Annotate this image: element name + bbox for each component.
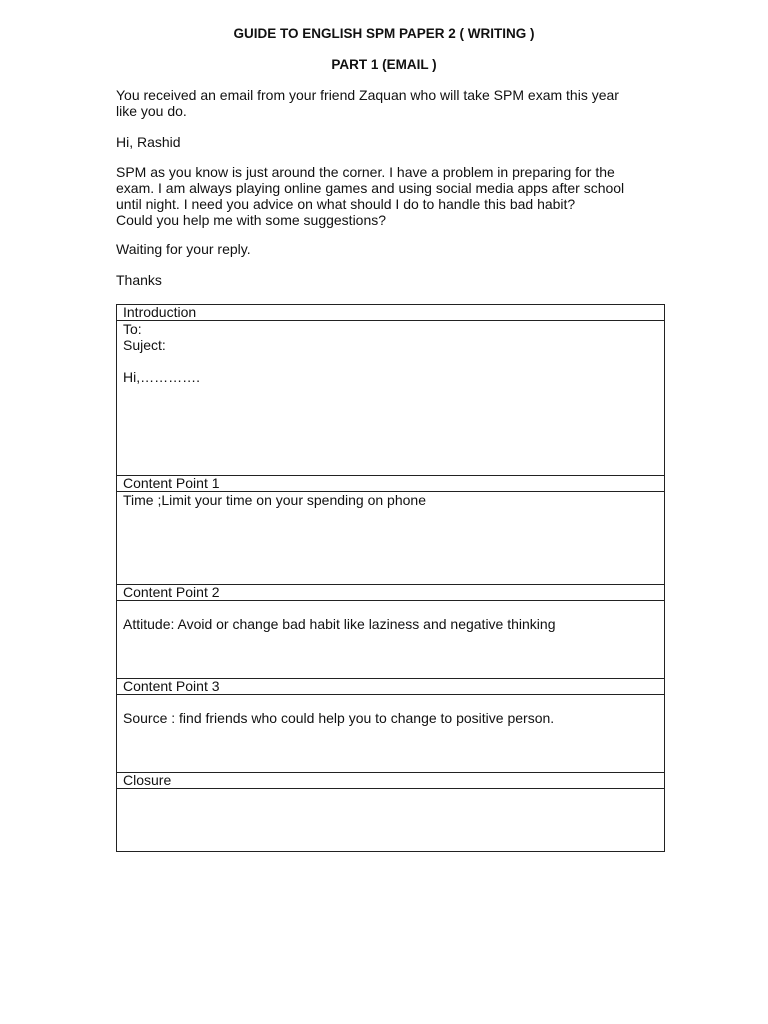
content-point-1-label: Content Point 1 — [117, 476, 664, 492]
content-point-1-cell — [117, 492, 664, 585]
content-point-2-cell — [117, 601, 664, 679]
content-point-2-label: Content Point 2 — [117, 585, 664, 601]
task-instruction — [116, 87, 656, 119]
email-signoff: Thanks — [116, 272, 162, 288]
introduction-to: To: — [123, 321, 142, 337]
email-body-line: until night. I need you advice on what should I do to handle this bad habit? — [116, 196, 576, 212]
closure-cell — [117, 789, 664, 851]
email-body-line: Could you help me with some suggestions? — [116, 212, 387, 228]
introduction-label: Introduction — [117, 305, 664, 321]
content-point-2-text: Attitude: Avoid or change bad habit like laziness and negative thinking — [123, 616, 556, 632]
introduction-blank — [123, 353, 664, 369]
content-point-3-label: Content Point 3 — [117, 679, 664, 695]
instruction-line: You received an email from your friend Zaquan who will take SPM exam this year — [116, 87, 619, 103]
introduction-cell — [117, 321, 664, 476]
document-title: GUIDE TO ENGLISH SPM PAPER 2 ( WRITING ) — [233, 26, 535, 41]
instruction-line: like you do. — [116, 103, 187, 119]
email-waiting: Waiting for your reply. — [116, 241, 251, 257]
closure-text — [123, 789, 664, 805]
introduction-subject: Suject: — [123, 337, 166, 353]
email-body — [116, 164, 656, 228]
outline-table — [116, 304, 665, 852]
document-subtitle: PART 1 (EMAIL ) — [331, 57, 437, 72]
content-point-3-cell — [117, 695, 664, 773]
content-point-1-text: Time ;Limit your time on your spending on phone — [123, 492, 426, 508]
closure-label: Closure — [117, 773, 664, 789]
content-point-3-text: Source : find friends who could help you to change to positive person. — [123, 710, 555, 726]
email-body-line: SPM as you know is just around the corner. I have a problem in preparing for the — [116, 164, 615, 180]
email-body-line: exam. I am always playing online games and using social media apps after school — [116, 180, 625, 196]
email-greeting: Hi, Rashid — [116, 134, 181, 150]
introduction-greeting: Hi,…………. — [123, 369, 200, 385]
